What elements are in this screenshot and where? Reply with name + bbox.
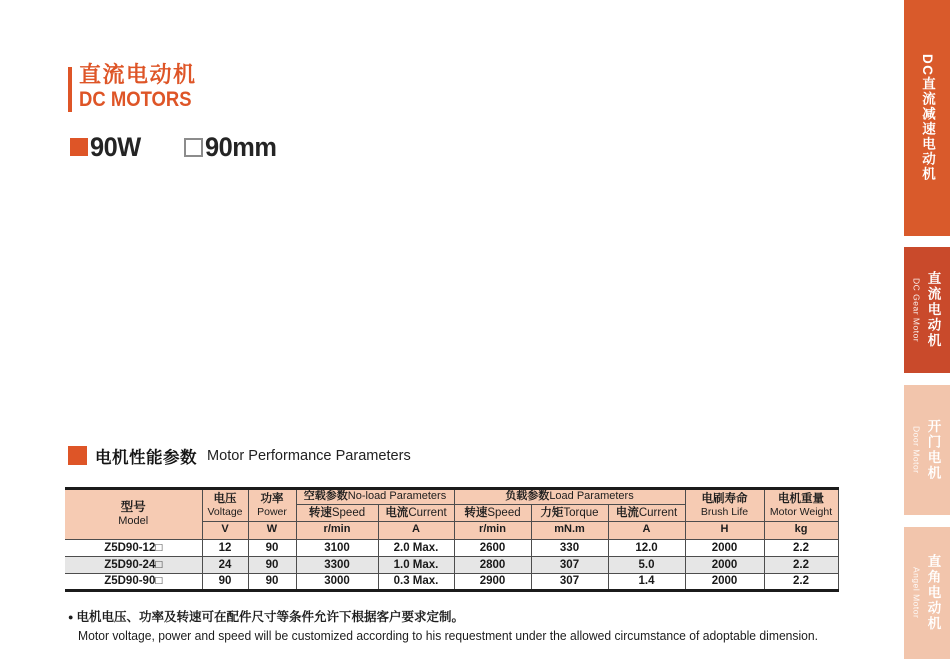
col-header-noload-speed-en: Speed: [331, 506, 366, 519]
col-header-load-current: [608, 504, 685, 521]
group-header-noload-zh: 空载参数: [303, 490, 348, 502]
group-header-load-en: Load Parameters: [549, 490, 634, 502]
sidebar-tab-label: DC直流减速电动机: [920, 54, 935, 182]
unit-load-torque: mN.m: [531, 521, 608, 539]
sidebar-tab-label: 直流电动机: [925, 271, 941, 349]
cell-brush-life: 2000: [685, 573, 764, 590]
col-header-load-speed-zh: 转速: [464, 506, 488, 519]
group-header-load-zh: 负载参数: [505, 490, 550, 502]
cell-power: 90: [248, 573, 296, 590]
cell-brush-life: 2000: [685, 539, 764, 556]
section-title: [68, 445, 417, 466]
cell-load-speed: 2800: [454, 556, 531, 573]
sidebar-tab-label: 直角电动机: [925, 554, 941, 632]
col-header-noload-current-en: Current: [408, 506, 447, 519]
cell-model: Z5D90-12□: [65, 539, 202, 556]
cell-load-torque: 307: [531, 573, 608, 590]
page-title-zh: 直流电动机: [79, 62, 197, 87]
unit-power: W: [248, 521, 296, 539]
cell-load-speed: 2900: [454, 573, 531, 590]
footnote-zh: 电机电压、功率及转速可在配件尺寸等条件允许下根据客户要求定制。: [76, 610, 464, 624]
cell-load-current: 12.0: [608, 539, 685, 556]
cell-power: 90: [248, 539, 296, 556]
bullet-icon: ●: [68, 612, 74, 622]
footnotes: [68, 608, 841, 646]
col-header-noload-current-zh: 电流: [385, 506, 409, 519]
col-header-load-speed-en: Speed: [487, 506, 521, 519]
section-title-zh: 电机性能参数: [95, 448, 197, 467]
col-header-noload-speed-zh: 转速: [308, 506, 332, 519]
sidebar-tab-sublabel: Angel Motor: [911, 567, 922, 619]
col-header-brush-life: [685, 489, 764, 522]
col-header-load-speed: [454, 504, 531, 521]
footnote-zh-line: [68, 608, 841, 627]
cell-noload-current: 0.3 Max.: [378, 573, 454, 590]
unit-load-current: A: [608, 521, 685, 539]
table-row: [65, 539, 838, 556]
cell-power: 90: [248, 556, 296, 573]
title-accent-bar: [68, 67, 72, 112]
page-title-block: [68, 62, 207, 112]
sidebar-tab-sublabel: Door Motor: [911, 426, 922, 474]
cell-noload-speed: 3300: [296, 556, 378, 573]
filled-square-icon: [70, 138, 88, 156]
col-header-power-en: Power: [257, 506, 287, 518]
cell-motor-weight: 2.2: [764, 556, 838, 573]
group-header-noload: [296, 489, 454, 505]
unit-brush-life: H: [685, 521, 764, 539]
unit-load-speed: r/min: [454, 521, 531, 539]
group-header-noload-en: No-load Parameters: [347, 490, 447, 502]
cell-load-current: 5.0: [608, 556, 685, 573]
outline-square-icon: [184, 138, 203, 157]
section-title-en: Motor Performance Parameters: [207, 447, 411, 464]
table-row: [65, 556, 838, 573]
col-header-noload-current: [378, 504, 454, 521]
sidebar-tab-dc-gear-motor-section[interactable]: [904, 0, 950, 236]
col-header-load-torque-zh: 力矩: [540, 506, 564, 519]
cell-voltage: 12: [202, 539, 248, 556]
spec-size-label: 90mm: [205, 131, 277, 162]
unit-noload-current: A: [378, 521, 454, 539]
col-header-load-torque: [531, 504, 608, 521]
cell-brush-life: 2000: [685, 556, 764, 573]
sidebar-tab-sublabel: DC Gear Motor: [911, 277, 922, 343]
col-header-voltage-zh: 电压: [213, 492, 237, 505]
cell-load-torque: 307: [531, 556, 608, 573]
col-header-brush-en: Brush Life: [700, 506, 749, 518]
col-header-power-zh: 功率: [260, 492, 284, 505]
cell-motor-weight: 2.2: [764, 539, 838, 556]
sidebar-tab-dc-gear-motor[interactable]: [904, 247, 950, 373]
motor-performance-table: [65, 487, 839, 592]
page-title-en: DC MOTORS: [79, 88, 192, 111]
cell-load-torque: 330: [531, 539, 608, 556]
cell-voltage: 90: [202, 573, 248, 590]
col-header-model: [65, 489, 202, 540]
footnote-en: Motor voltage, power and speed will be customized according to his requestment under the allowed circumstance of adoptable dimension.: [78, 629, 819, 643]
col-header-noload-speed: [296, 504, 378, 521]
col-header-load-torque-en: Torque: [563, 506, 599, 519]
sidebar-tab-door-motor[interactable]: [904, 385, 950, 515]
col-header-voltage: [202, 489, 248, 522]
col-header-brush-zh: 电刷寿命: [701, 492, 748, 505]
cell-load-current: 1.4: [608, 573, 685, 590]
spec-line: [70, 131, 281, 162]
sidebar-tabs: [904, 0, 950, 659]
unit-noload-speed: r/min: [296, 521, 378, 539]
cell-noload-speed: 3000: [296, 573, 378, 590]
col-header-voltage-en: Voltage: [207, 506, 243, 518]
cell-noload-current: 2.0 Max.: [378, 539, 454, 556]
cell-noload-speed: 3100: [296, 539, 378, 556]
cell-noload-current: 1.0 Max.: [378, 556, 454, 573]
unit-motor-weight: kg: [764, 521, 838, 539]
col-header-load-current-en: Current: [638, 506, 678, 519]
cell-voltage: 24: [202, 556, 248, 573]
col-header-model-zh: 型号: [120, 499, 146, 514]
sidebar-tab-label: 开门电机: [925, 419, 941, 481]
col-header-weight-zh: 电机重量: [778, 492, 825, 505]
spec-power-label: 90W: [90, 131, 141, 162]
cell-load-speed: 2600: [454, 539, 531, 556]
group-header-load: [454, 489, 685, 505]
col-header-power: [248, 489, 296, 522]
col-header-motor-weight: [764, 489, 838, 522]
col-header-model-en: Model: [118, 515, 149, 528]
cell-model: Z5D90-90□: [65, 573, 202, 590]
cell-model: Z5D90-24□: [65, 556, 202, 573]
col-header-weight-en: Motor Weight: [769, 506, 833, 518]
col-header-load-current-zh: 电流: [615, 506, 639, 519]
cell-motor-weight: 2.2: [764, 573, 838, 590]
table-row: [65, 573, 838, 590]
section-square-icon: [68, 446, 87, 465]
sidebar-tab-angle-motor[interactable]: [904, 527, 950, 659]
unit-voltage: V: [202, 521, 248, 539]
